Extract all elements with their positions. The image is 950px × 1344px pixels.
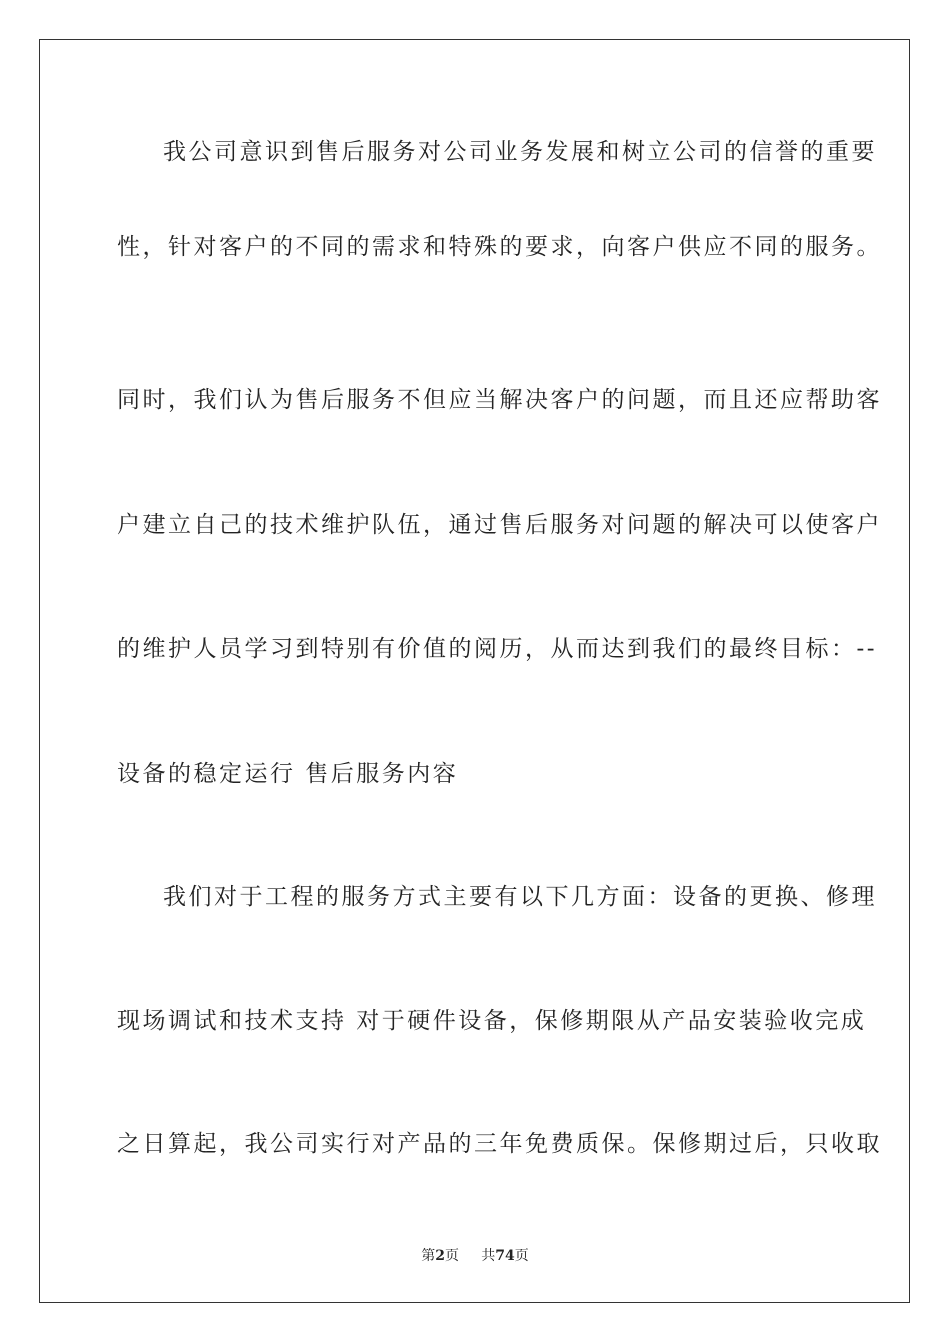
page-prefix: 第 — [421, 1248, 436, 1264]
paragraph-line: 我们对于工程的服务方式主要有以下几方面：设备的更换、修理 — [163, 884, 877, 910]
total-suffix: 页 — [514, 1248, 529, 1264]
paragraph-line: 的维护人员学习到特别有价值的阅历，从而达到我们的最终目标：-- — [117, 636, 878, 662]
paragraph-line: 我公司意识到售后服务对公司业务发展和树立公司的信誉的重要 — [163, 139, 877, 165]
paragraph-line: 户建立自己的技术维护队伍，通过售后服务对问题的解决可以使客户 — [117, 512, 882, 538]
page-footer — [0, 1247, 950, 1265]
page-number: 2 — [435, 1248, 445, 1264]
paragraph-line: 同时，我们认为售后服务不但应当解决客户的问题，而且还应帮助客 — [117, 387, 882, 413]
total-prefix: 共 — [481, 1248, 496, 1264]
total-pages: 74 — [495, 1248, 515, 1264]
paragraph-line: 设备的稳定运行 售后服务内容 — [117, 761, 459, 787]
paragraph-line: 性，针对客户的不同的需求和特殊的要求，向客户供应不同的服务。 — [117, 234, 882, 260]
page-suffix: 页 — [445, 1248, 459, 1264]
paragraph-line: 现场调试和技术支持 对于硬件设备，保修期限从产品安装验收完成 — [117, 1008, 867, 1034]
page-border — [39, 39, 910, 1303]
paragraph-line: 之日算起，我公司实行对产品的三年免费质保。保修期过后，只收取 — [117, 1131, 882, 1157]
